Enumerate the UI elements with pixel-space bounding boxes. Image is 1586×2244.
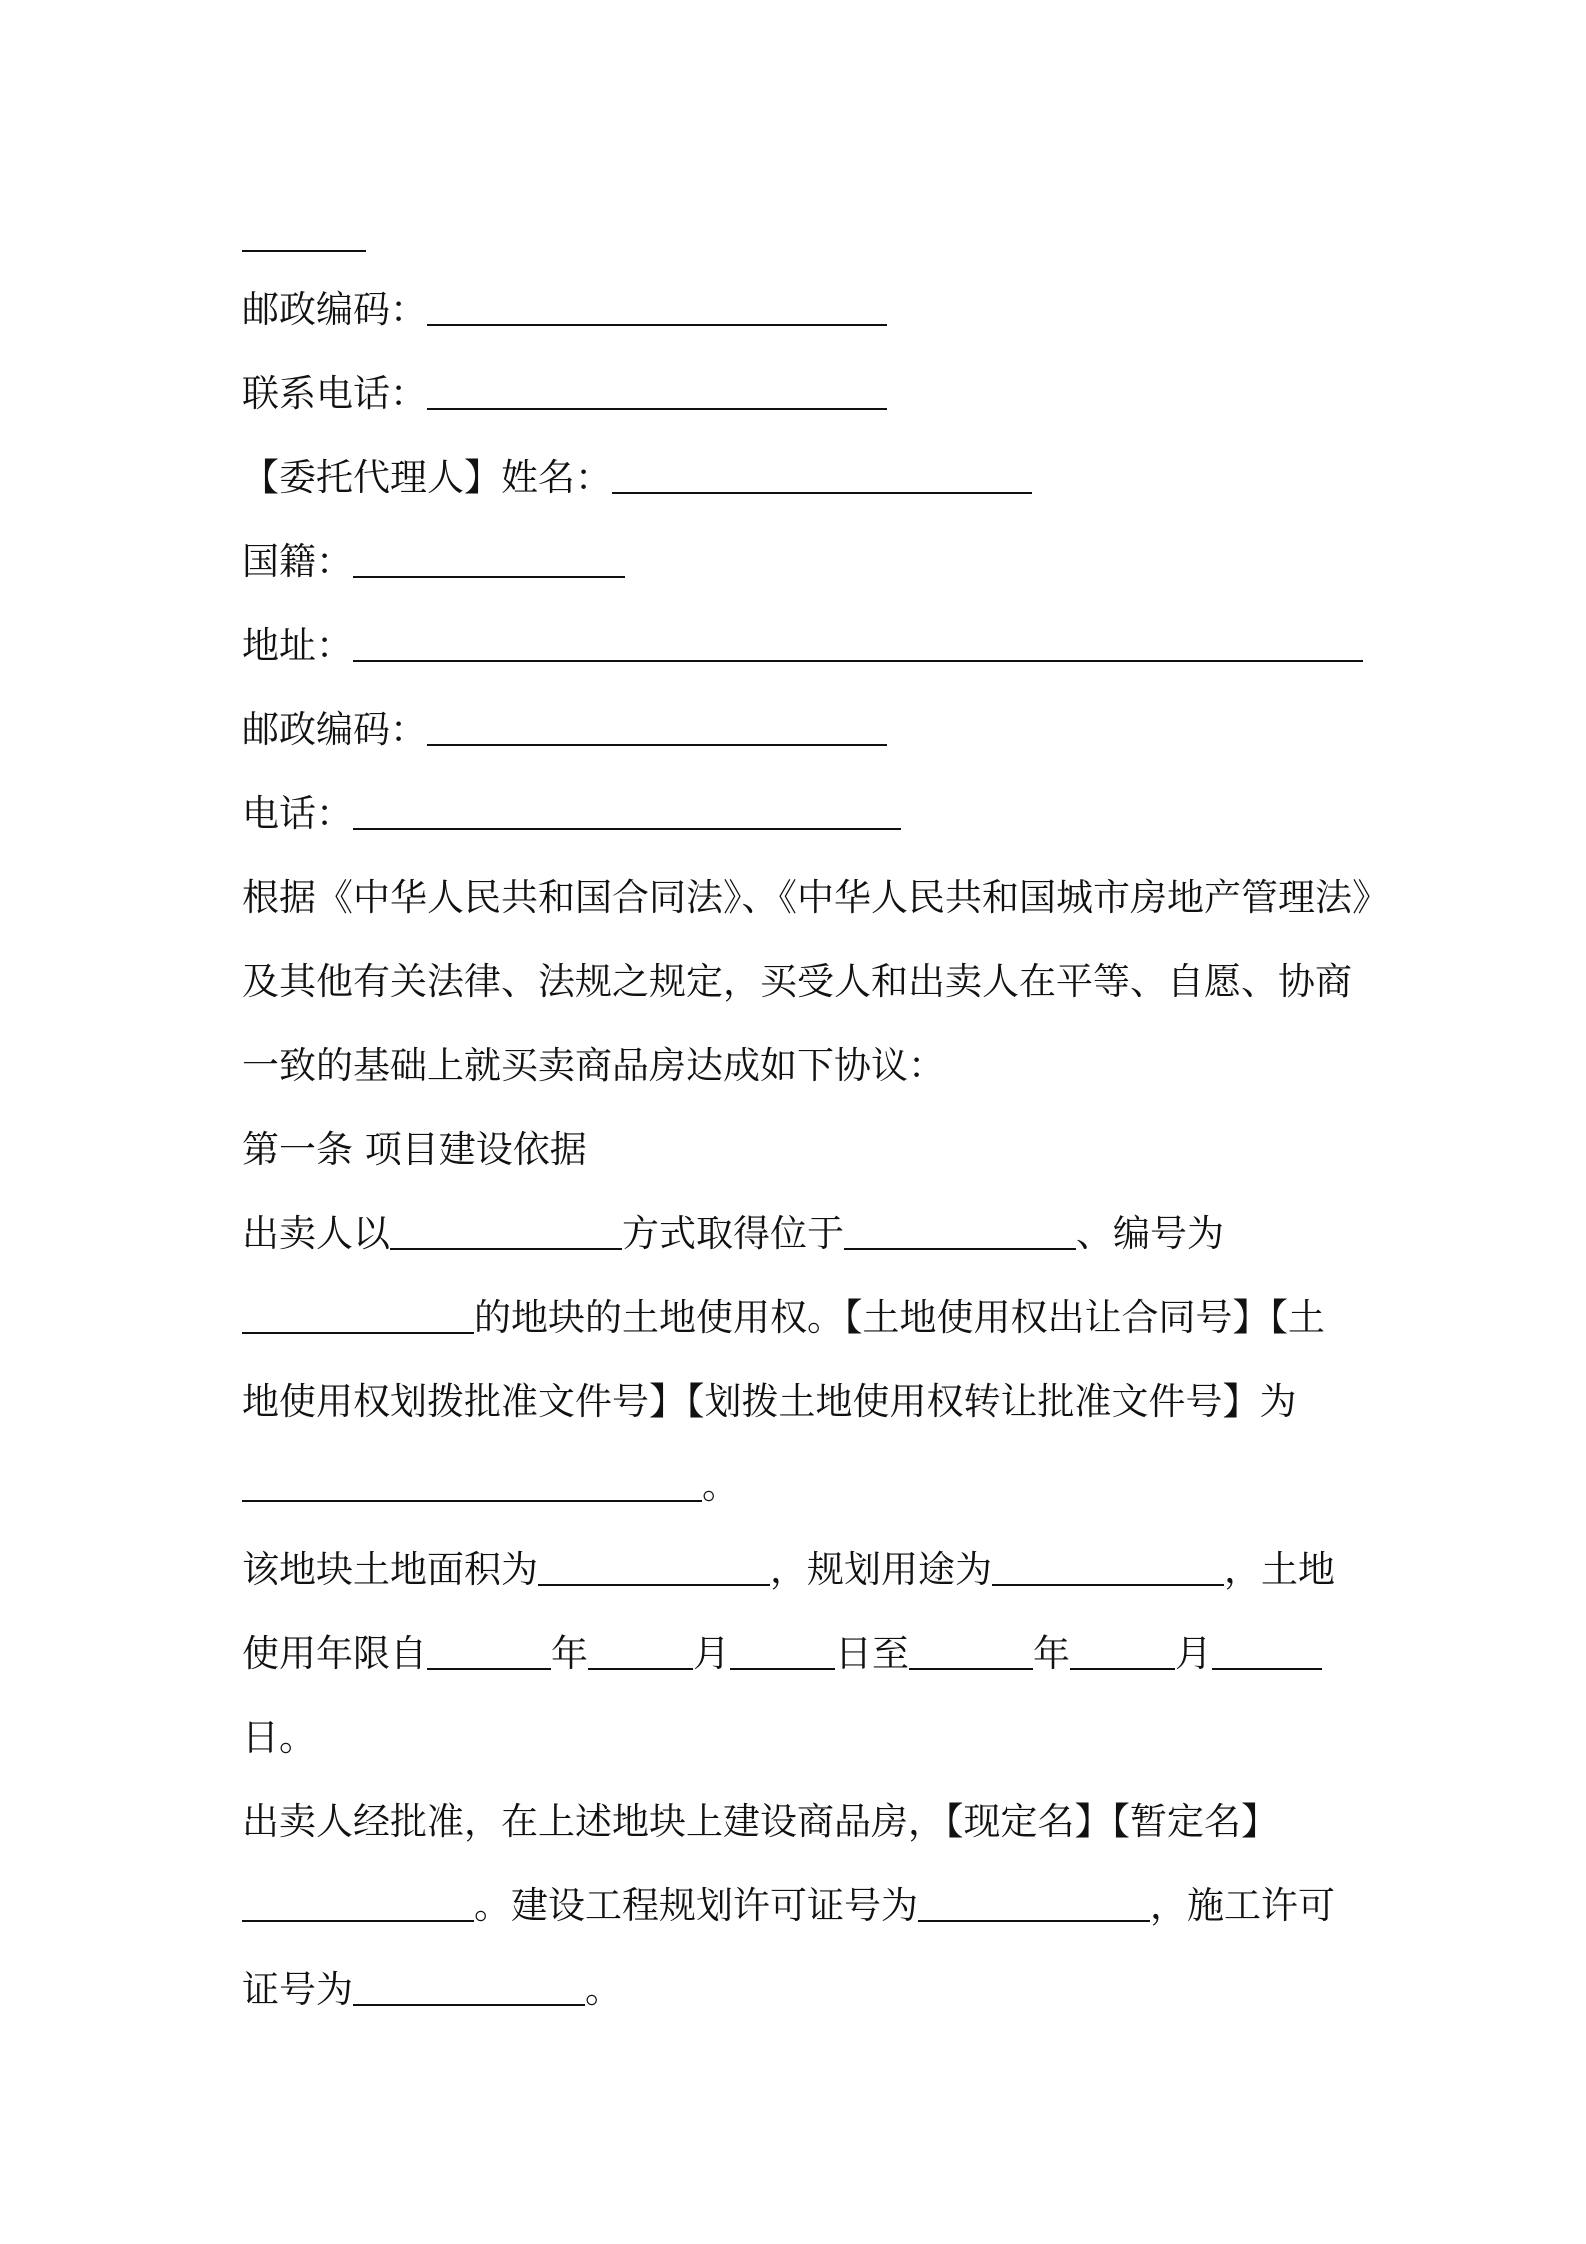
paragraph-text: 出卖人以 [242, 1212, 390, 1255]
paragraph-line [242, 1380, 1297, 1424]
label-text: 地址： [242, 624, 353, 667]
paragraph-text: ，施工许可 [1150, 1884, 1335, 1927]
blank-line [242, 1332, 474, 1334]
paragraph-text: 。建设工程规划许可证号为 [474, 1884, 918, 1927]
blank-line [1212, 1668, 1322, 1670]
label-text: 【委托代理人】姓名： [242, 456, 612, 499]
paragraph-line [242, 1044, 945, 1088]
blank-line [730, 1668, 835, 1670]
paragraph-text: 。 [585, 1968, 622, 2011]
paragraph-text: ，规划用途为 [770, 1548, 992, 1591]
label-text: 联系电话： [242, 372, 427, 415]
blank-line [992, 1584, 1224, 1586]
paragraph-text: 月 [1175, 1632, 1212, 1675]
label-text: 国籍： [242, 540, 353, 583]
paragraph-text: 日至 [835, 1632, 909, 1675]
paragraph-text: 的地块的土地使用权。【土地使用权出让合同号】【土 [474, 1296, 1325, 1339]
paragraph-line [242, 876, 1389, 920]
blank-line [353, 828, 901, 830]
blank-line [353, 576, 625, 578]
blank-line [242, 1500, 702, 1502]
blank-line [427, 1668, 551, 1670]
paragraph-text: 证号为 [242, 1968, 353, 2011]
paragraph-text: 日。 [242, 1716, 316, 1759]
postal-code-line [242, 708, 887, 752]
postal-code-line [242, 288, 887, 332]
label-text: 邮政编码： [242, 288, 427, 331]
label-text: 邮政编码： [242, 708, 427, 751]
blank-line [427, 408, 887, 410]
paragraph-text: 根据《中华人民共和国合同法》、《中华人民共和国城市房地产管理法》 [242, 876, 1389, 919]
paragraph-text: 地使用权划拨批准文件号】【划拨土地使用权转让批准文件号】为 [242, 1380, 1297, 1423]
paragraph-text: 及其他有关法律、法规之规定，买受人和出卖人在平等、自愿、协商 [242, 960, 1352, 1003]
blank-line [242, 1920, 474, 1922]
paragraph-text: 月 [693, 1632, 730, 1675]
heading-text: 第一条 项目建设依据 [242, 1128, 587, 1171]
blank-line [918, 1920, 1150, 1922]
paragraph-text: 年 [551, 1632, 588, 1675]
paragraph-text: 方式取得位于 [622, 1212, 844, 1255]
paragraph-text: 该地块土地面积为 [242, 1548, 538, 1591]
blank-line [427, 324, 887, 326]
article-heading [242, 1128, 587, 1172]
paragraph-line [242, 1884, 1335, 1928]
agent-name-line [242, 456, 1032, 500]
paragraph-text: 出卖人经批准，在上述地块上建设商品房，【现定名】【暂定名】 [242, 1800, 1278, 1843]
paragraph-line [242, 1212, 1224, 1256]
paragraph-text: 、编号为 [1076, 1212, 1224, 1255]
blank-line [844, 1248, 1076, 1250]
blank-line [353, 2004, 585, 2006]
paragraph-line [242, 1548, 1335, 1592]
paragraph-text: 一致的基础上就买卖商品房达成如下协议： [242, 1044, 945, 1087]
paragraph-line [242, 1968, 622, 2012]
paragraph-line [242, 1296, 1325, 1340]
blank-line [612, 492, 1032, 494]
paragraph-line [242, 1464, 739, 1508]
label-text: 电话： [242, 792, 353, 835]
phone-line [242, 792, 901, 836]
blank-line [427, 744, 887, 746]
nationality-line [242, 540, 625, 584]
blank-line [588, 1668, 693, 1670]
blank-line [538, 1584, 770, 1586]
blank-line [390, 1248, 622, 1250]
paragraph-line [242, 1716, 316, 1760]
blank-line [1070, 1668, 1175, 1670]
blank-line [353, 660, 1363, 662]
paragraph-text: 使用年限自 [242, 1632, 427, 1675]
paragraph-line [242, 1632, 1322, 1676]
paragraph-line [242, 960, 1352, 1004]
paragraph-text: 。 [702, 1464, 739, 1507]
paragraph-text: 年 [1033, 1632, 1070, 1675]
blank-line [242, 250, 366, 252]
paragraph-text: ，土地 [1224, 1548, 1335, 1591]
address-line [242, 624, 1363, 668]
blank-line [909, 1668, 1033, 1670]
paragraph-line [242, 1800, 1278, 1844]
contact-phone-line [242, 372, 887, 416]
